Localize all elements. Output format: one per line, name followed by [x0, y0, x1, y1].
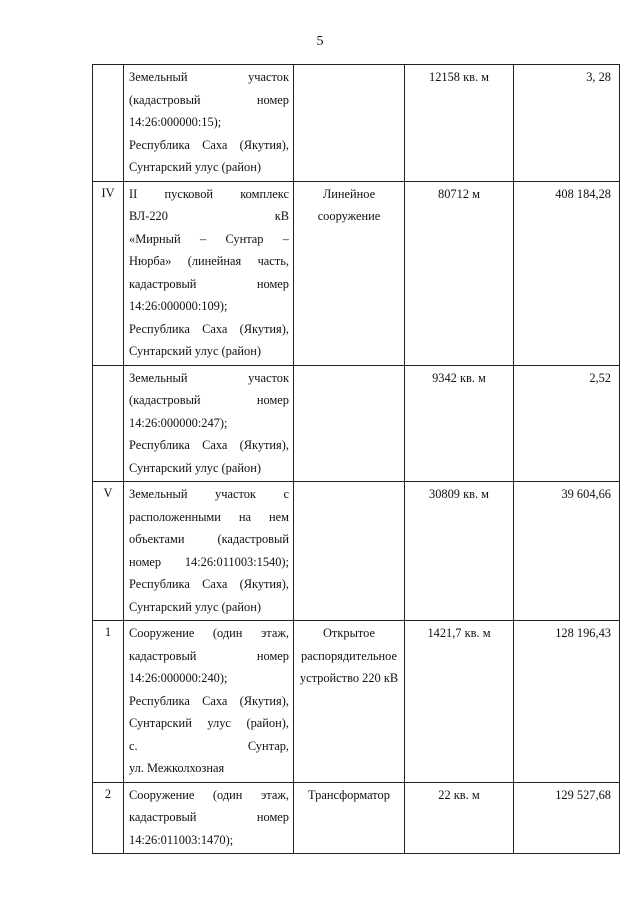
object-type-line: Линейное [322, 186, 376, 201]
object-type-line: Трансформатор [308, 787, 390, 802]
object-name-line: Сунтарский улус (район) [129, 599, 261, 614]
object-name-cell [124, 65, 294, 182]
object-type-line: распорядительное [300, 648, 398, 663]
object-name-line: 14:26:000000:109); [129, 299, 228, 313]
object-name-line: кадастровый номер [129, 648, 289, 663]
row-number-cell [93, 365, 124, 482]
object-name-line: ВЛ-220 кВ [129, 209, 289, 223]
property-table [92, 64, 620, 854]
object-type-cell [294, 181, 405, 365]
object-name-line: кадастровый номер [129, 810, 289, 824]
row-number-cell [93, 65, 124, 182]
object-type-cell [294, 782, 405, 854]
object-type-cell [294, 365, 405, 482]
property-table-body [93, 65, 620, 854]
object-name-line: ул. Межколхозная [129, 761, 225, 775]
object-type-cell [294, 482, 405, 621]
object-name-line: с. Сунтар, [129, 738, 289, 753]
object-name-line: Сооружение (один этаж, [129, 626, 289, 640]
area-cell: 80712 м [405, 181, 514, 365]
object-name-line: 14:26:000000:247); [129, 415, 228, 430]
value-cell: 2,52 [514, 365, 620, 482]
object-type-cell [294, 65, 405, 182]
row-number-cell: 1 [93, 621, 124, 783]
object-name-line: Сунтарский улус (район) [129, 460, 261, 475]
object-name-line: Земельный участок с [129, 487, 289, 501]
object-name-line: объектами (кадастровый [129, 532, 289, 546]
row-number-cell: IV [93, 181, 124, 365]
object-name-cell [124, 365, 294, 482]
table-row [93, 621, 620, 783]
object-name-line: Республика Саха (Якутия), [129, 693, 289, 708]
object-name-line: Земельный участок [129, 370, 289, 385]
table-row [93, 365, 620, 482]
table-row [93, 181, 620, 365]
object-name-cell [124, 482, 294, 621]
object-name-line: «Мирный – Сунтар – [129, 231, 289, 246]
row-number-cell: V [93, 482, 124, 621]
object-name-line: Сунтарский улус (район) [129, 344, 261, 358]
object-name-cell [124, 181, 294, 365]
area-cell: 22 кв. м [405, 782, 514, 854]
object-name-line: Республика Саха (Якутия), [129, 137, 289, 152]
object-name-line: Республика Саха (Якутия), [129, 577, 289, 591]
value-cell: 129 527,68 [514, 782, 620, 854]
area-cell: 9342 кв. м [405, 365, 514, 482]
object-type-line: устройство 220 кВ [299, 671, 399, 685]
table-row [93, 782, 620, 854]
object-name-line: Республика Саха (Якутия), [129, 438, 289, 452]
object-name-line: Сунтарский улус (район) [129, 160, 261, 174]
table-row [93, 482, 620, 621]
area-cell: 1421,7 кв. м [405, 621, 514, 783]
table-row [93, 65, 620, 182]
value-cell: 39 604,66 [514, 482, 620, 621]
object-type-line: Открытое [322, 626, 375, 640]
row-number-cell: 2 [93, 782, 124, 854]
area-cell: 30809 кв. м [405, 482, 514, 621]
object-name-line: Земельный участок [129, 70, 289, 84]
object-name-line: 14:26:000000:240); [129, 671, 228, 685]
value-cell: 3, 28 [514, 65, 620, 182]
area-cell: 12158 кв. м [405, 65, 514, 182]
object-name-line: номер 14:26:011003:1540); [129, 554, 289, 569]
object-name-line: кадастровый номер [129, 276, 289, 291]
object-name-cell [124, 621, 294, 783]
object-name-line: (кадастровый номер [129, 92, 289, 107]
object-name-line: II пусковой комплекс [129, 186, 289, 201]
object-name-cell [124, 782, 294, 854]
object-type-cell [294, 621, 405, 783]
object-name-line: Сооружение (один этаж, [129, 787, 289, 802]
object-type-line: сооружение [317, 209, 381, 223]
value-cell: 408 184,28 [514, 181, 620, 365]
object-name-line: 14:26:000000:15); [129, 115, 222, 129]
object-name-line: (кадастровый номер [129, 393, 289, 407]
page-number: 5 [316, 34, 324, 49]
object-name-line: Республика Саха (Якутия), [129, 321, 289, 336]
object-name-line: Сунтарский улус (район), [129, 716, 289, 730]
object-name-line: 14:26:011003:1470); [129, 832, 234, 847]
object-name-line: расположенными на нем [129, 509, 289, 524]
object-name-line: Нюрба» (линейная часть, [129, 254, 289, 268]
value-cell: 128 196,43 [514, 621, 620, 783]
